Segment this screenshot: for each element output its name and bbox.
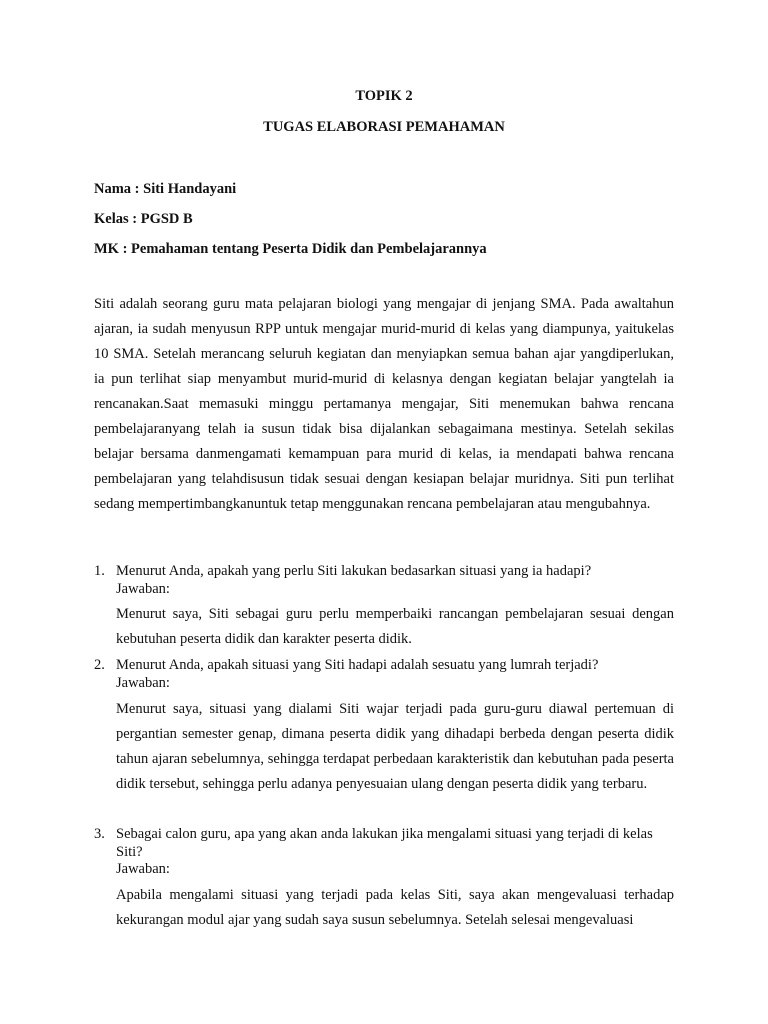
answer-2: Menurut saya, situasi yang dialami Siti wajar terjadi pada guru-guru diawal pertemuan di pergantian semester genap, dimana peserta didik yang dihadapi berbeda dengan peserta didik tahun ajaran sebelumnya, sehingga terdapat perbedaan karakteristik dan kebutuhan pada peserta didik tersebut, sehingga perlu adanya penyesuaian ulang dengan peserta didik yang terbaru. <box>116 701 674 792</box>
assignment-title: TUGAS ELABORASI PEMAHAMAN <box>263 119 505 135</box>
question-1 <box>94 563 694 598</box>
answer-3: Apabila mengalami situasi yang terjadi pada kelas Siti, saya akan mengevaluasi terhadap kekurangan modul ajar yang sudah saya susun sebelumnya. Setelah selesai mengevaluasi <box>116 887 674 928</box>
question-number: 1. <box>94 563 105 579</box>
question-number: 3. <box>94 826 105 842</box>
question-text: Sebagai calon guru, apa yang akan anda lakukan jika mengalami situasi yang terjadi di kelas Siti? <box>116 826 653 860</box>
question-number: 2. <box>94 657 105 673</box>
course-name: MK : Pemahaman tentang Peserta Didik dan Pembelajarannya <box>94 241 487 257</box>
topic-heading: TOPIK 2 <box>355 88 413 104</box>
student-name: Nama : Siti Handayani <box>94 181 237 197</box>
question-text: Menurut Anda, apakah yang perlu Siti lakukan bedasarkan situasi yang ia hadapi? <box>116 563 592 579</box>
intro-paragraph: Siti adalah seorang guru mata pelajaran biologi yang mengajar di jenjang SMA. Pada awaltahun ajaran, ia sudah menyusun RPP untuk mengajar murid-murid di kelas yang diampunya, yaitukelas 10 SMA. Setelah merancang seluruh kegiatan dan menyiapkan semua bahan ajar yangdiperlukan, ia pun terlihat siap menyambut murid-murid di kelasnya dengan kegiatan belajar yangtelah ia rencanakan.Saat memasuki minggu pertamanya mengajar, Siti menemukan bahwa rencana pembelajaranyang telah ia susun tidak bisa dijalankan sebagaimana mestinya. Setelah sekilas belajar bersama danmengamati kemampuan para murid di kelas, ia mendapati bahwa rencana pembelajaran yang telahdisusun tidak sesuai dengan kesiapan belajar muridnya. Siti pun terlihat sedang mempertimbangkanuntuk tetap menggunakan rencana pembelajaran atau mengubahnya. <box>94 296 674 512</box>
answer-1: Menurut saya, Siti sebagai guru perlu memperbaiki rancangan pembelajaran sesuai dengan kebutuhan peserta didik dan karakter peserta didik. <box>116 606 674 647</box>
student-class: Kelas : PGSD B <box>94 211 193 227</box>
answer-label: Jawaban: <box>116 674 170 691</box>
question-text: Menurut Anda, apakah situasi yang Siti hadapi adalah sesuatu yang lumrah terjadi? <box>116 657 599 673</box>
question-3 <box>94 826 694 879</box>
question-2 <box>94 657 694 692</box>
answer-label: Jawaban: <box>116 580 170 597</box>
answer-label: Jawaban: <box>116 861 170 877</box>
